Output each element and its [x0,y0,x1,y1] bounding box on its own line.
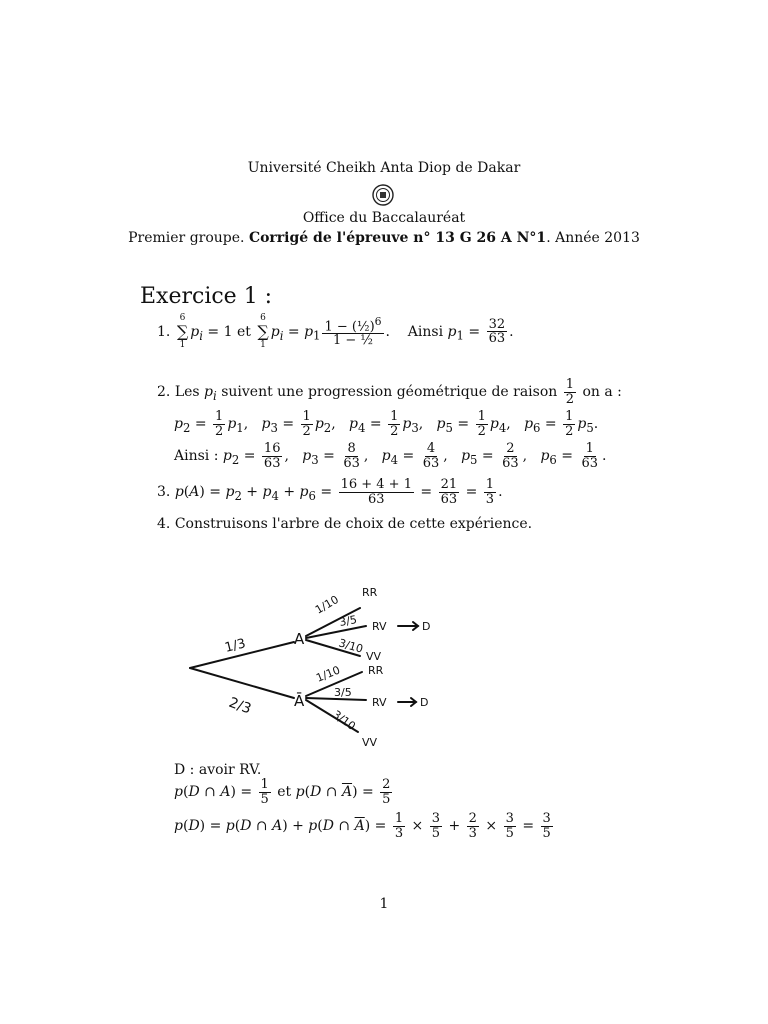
p-d-and-a: $\frac{1}{5}$ [260,777,269,807]
tree-prob-1-3: 1/3 [223,636,248,656]
item-1: 1. 6 ∑ 1 $p_i = 1$ et 6 ∑ 1 $p_i = p_1$ $\frac{1 - (\frac{1}{2})^6}{\text{1 − ½}}$ . Ainsi $p_1$ = $\frac{32}{63}$ . [157,313,514,350]
sum-fraction: $\frac{16 + 4 + 1}{63}$ [340,477,412,507]
tree-prob-abar-rv: 3/5 [334,686,352,699]
reduced-fraction: $\frac{21}{63}$ [440,477,458,507]
tree-outcome-abar-rr: RR [368,664,384,677]
p-d-and-abar: $\frac{2}{5}$ [382,777,391,807]
item-number: 1. [157,323,171,340]
p5-value: $\frac{2}{63}$ [502,441,519,471]
tree-outcome-a-d: D [422,620,431,633]
exam-header [0,230,768,246]
tree-prob-abar-rr: 1/10 [314,663,343,685]
item-text: suivent une progression géométrique de raison [221,384,558,401]
item-number: 4. [157,516,171,532]
item-text: Construisons l'arbre de choix de cette expérience. [174,516,533,532]
ratio-fraction: $\frac{1}{2}$ [565,377,575,407]
total-probability: p(D) = p(D ∩ A) + p(D ∩ $\overline{A}$) = $\frac{1}{3}$ × $\frac{3}{5}$ + $\frac{2}{3}$ × $\frac{3}{5}$ = $\frac{3}{5}$ [174,811,551,841]
conditional-probabilities: p(D ∩ A) = $\frac{1}{5}$ et p(D ∩ $\overline{A}$) = $\frac{2}{5}$ [174,777,391,807]
tree-prob-a-vv: 3/10 [337,636,365,656]
ainsi-word: Ainsi [407,323,444,340]
p1-fraction: $\frac{32}{63}$ [488,316,506,347]
office-name: Office du Baccalauréat [302,210,466,226]
item-text: on a : [582,384,622,401]
p-d-result: $\frac{3}{5}$ [542,811,551,841]
tree-outcome-a-rv: RV [372,620,387,633]
item-number: 3. [157,484,171,501]
corrige-label: Corrigé de l'épreuve n° 13 G 26 A N°1 [248,230,547,246]
university-name: Université Cheikh Anta Diop de Dakar [247,160,521,176]
sum-symbol: 6 ∑ 1 [257,313,269,350]
page-number: 1 [379,896,389,912]
tree-outcome-abar-rv: RV [372,696,387,709]
tree-node-a: A [294,630,305,648]
tree-prob-a-rr: 1/10 [313,592,341,617]
year-label: . Année 2013 [546,230,640,246]
branch-root-abar [190,668,294,698]
probability-tree [176,556,476,752]
tree-prob-2-3: 2/3 [226,694,254,718]
exercise-title: Exercice 1 : [140,284,273,309]
values-line: Ainsi : $p_2$ = $\frac{16}{63}$ , $p_3$ = $\frac{8}{63}$ , $p_4$ = $\frac{4}{63}$ , $p_5$ = $\frac{2}{63}$ , $p_6$ = $\frac{1}{63}$ . [174,441,607,471]
event-definition: D : avoir RV. [174,762,262,778]
final-fraction: $\frac{1}{3}$ [485,477,495,507]
tree-prob-abar-vv: 3/10 [330,707,358,733]
tree-outcome-abar-d: D [420,696,429,709]
item-2: 2. Les $p_i$ suivent une progression géométrique de raison $\frac{1}{2}$ on a : [157,377,622,407]
tree-node-abar: Ā [294,692,305,710]
p6-value: $\frac{1}{63}$ [581,441,599,471]
group-label: Premier groupe. [128,230,249,246]
item-text: Les [174,384,200,401]
p2-value: $\frac{16}{63}$ [263,441,281,471]
item-3: 3. $p(A) = p_2 + p_4 + p_6$ = $\frac{16 + 4 + 1}{63}$ = $\frac{21}{63}$ = $\frac{1}{3}$ . [157,477,503,507]
university-seal [372,184,394,206]
p3-value: $\frac{8}{63}$ [343,441,360,471]
p4-value: $\frac{4}{63}$ [422,441,440,471]
item-number: 2. [157,384,171,401]
geometric-fraction: $\frac{1 - (\frac{1}{2})^6}{\text{1 − ½}}$ [324,314,382,349]
ainsi-word: Ainsi : [174,448,219,465]
tree-outcome-abar-vv: VV [362,736,378,749]
tree-prob-a-rv: 3/5 [338,613,358,629]
item-4 [157,516,532,532]
et-word: et [277,784,292,801]
tree-outcome-a-vv: VV [366,650,382,663]
sum-symbol: 6 ∑ 1 [176,313,189,350]
recurrence-line: $p_2$ = $\frac{1}{2}$ $p_1$, $p_3$ = $\frac{1}{2}$ $p_2$, $p_4$ = $\frac{1}{2}$ $p_3$, $p_5$ = $\frac{1}{2}$ $p_4$, $p_6$ = $\frac{1}{2}$ $p_5$. [174,409,599,439]
tree-outcome-a-rr: RR [362,586,378,599]
et-word: et [236,323,251,340]
